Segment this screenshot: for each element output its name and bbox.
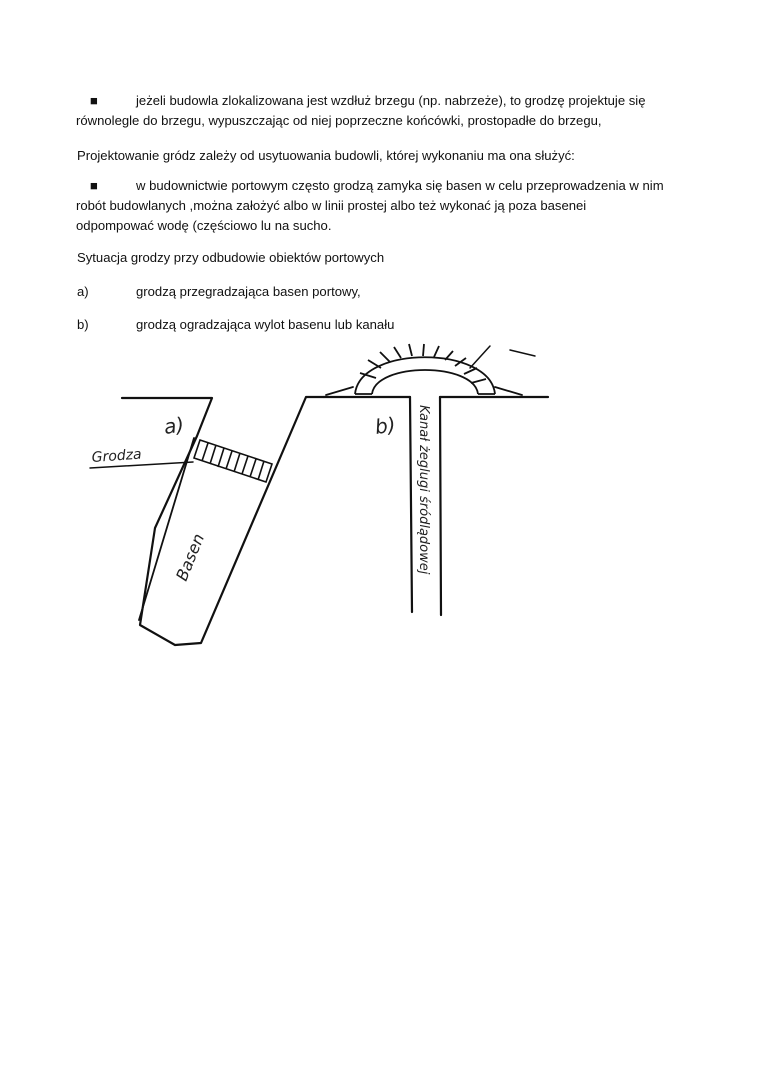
bullet-2-line-2: robót budowlanych ,można założyć albo w linii prostej albo też wykonać ją poza basenei xyxy=(76,198,587,213)
intro-text: Projektowanie gródz zależy od usytuowania budowli, której wykonaniu ma ona służyć: xyxy=(77,148,575,163)
list-marker-b: b) xyxy=(77,317,89,332)
figure-label-basen: Basen xyxy=(172,530,209,584)
list-text-b: grodzą ogradzająca wylot basenu lub kanału xyxy=(136,317,395,332)
figure-label-a: a) xyxy=(162,412,186,439)
bullet-marker: ■ xyxy=(90,93,98,108)
arc-leader xyxy=(470,346,490,368)
arc-dash xyxy=(510,350,535,356)
list-text-a: grodzą przegradzająca basen portowy, xyxy=(136,284,361,299)
figure-label-kanal: Kanał żeglugi śródlądowej xyxy=(416,405,431,575)
bullet-1-line-2: równolegle do brzegu, wypuszczając od niej poprzeczne końcówki, prostopadłe do brzegu, xyxy=(76,113,602,128)
figure-label-grodza: Grodza xyxy=(91,446,143,466)
bullet-2-line-3: odpompować wodę (częściowo lu na sucho. xyxy=(76,218,332,233)
canal-mouth-left xyxy=(326,387,353,395)
canal-left-bank xyxy=(410,397,412,612)
cofferdam-a xyxy=(194,440,272,482)
cofferdam-b xyxy=(355,344,495,394)
bullet-2-line-1: w budownictwie portowym często grodzą zamyka się basen w celu przeprowadzenia w nim xyxy=(136,178,664,193)
bullet-1-line-1: jeżeli budowla zlokalizowana jest wzdłuż brzegu (np. nabrzeże), to grodzę projektuje się xyxy=(136,93,646,108)
figure-label-b: b) xyxy=(373,412,397,439)
basin-outline xyxy=(122,397,324,645)
canal-mouth-right xyxy=(495,387,522,395)
situation-text: Sytuacja grodzy przy odbudowie obiektów portowych xyxy=(77,250,385,265)
bullet-marker: ■ xyxy=(90,178,98,193)
canal-right-bank xyxy=(440,397,441,615)
list-marker-a: a) xyxy=(77,284,89,299)
